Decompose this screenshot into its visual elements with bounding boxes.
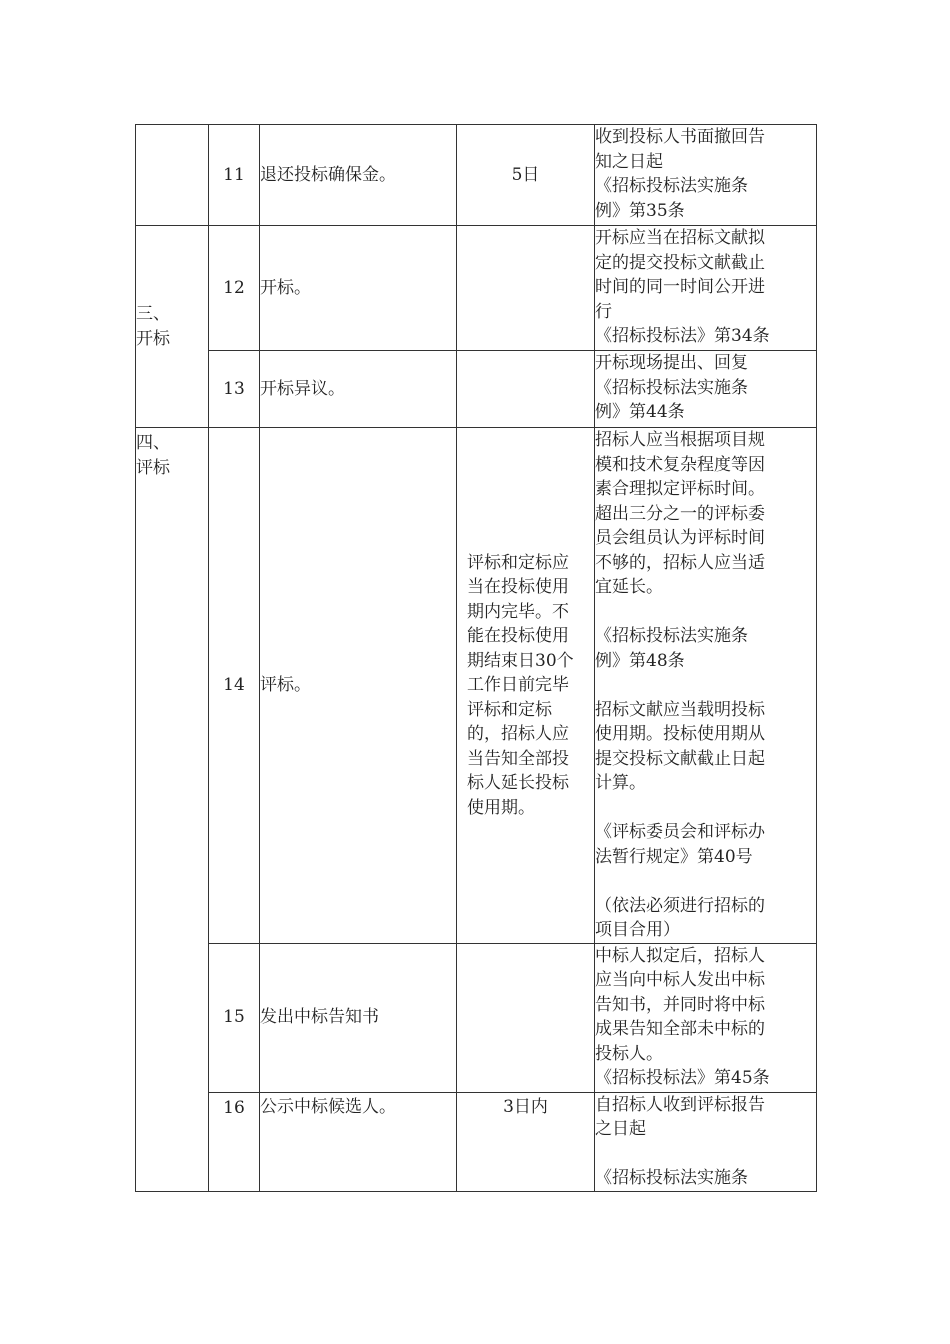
basis-line: 使用期。投标使用期从 — [595, 724, 765, 744]
basis-line: 模和技术复杂程度等因 — [595, 454, 765, 475]
basis-line: 招标人应当根据项目规 — [595, 430, 765, 450]
basis-line: 成果告知全部未中标的 — [595, 1019, 765, 1039]
basis-line: 员会组员认为评标时间 — [595, 528, 765, 548]
basis-line: 定的提交投标文献截止 — [595, 252, 765, 273]
basis-line: 之日起 — [595, 1119, 646, 1139]
time-cell — [457, 125, 595, 226]
basis-line: 不够的，招标人应当适 — [595, 552, 765, 573]
time-cell — [457, 226, 595, 351]
procedure-table — [135, 124, 817, 1192]
table-row — [136, 125, 817, 226]
basis-cell — [595, 125, 817, 226]
basis-cell — [595, 943, 817, 1092]
time-line: 工作日前完毕 — [467, 675, 569, 695]
basis-line: 收到投标人书面撤回告 — [595, 127, 765, 147]
basis-line: 《招标投标法实施条 — [595, 626, 748, 646]
basis-line: 素合理拟定评标时间。 — [595, 479, 765, 499]
basis-line — [595, 869, 816, 894]
row-number: 12 — [209, 226, 260, 351]
row-number: 11 — [209, 125, 260, 226]
basis-line: 《评标委员会和评标办 — [595, 822, 765, 842]
row-number: 14 — [209, 428, 260, 944]
basis-line: 知之日起 — [595, 151, 663, 172]
row-number: 13 — [209, 351, 260, 428]
item-cell: 开标异议。 — [260, 351, 457, 428]
basis-line: 《招标投标法实施条 — [595, 1168, 748, 1188]
section-cell-open — [136, 226, 209, 428]
basis-line: 告知书，并同时将中标 — [595, 994, 765, 1015]
time-line: 评标和定标 — [467, 699, 552, 720]
basis-line — [595, 796, 816, 821]
section-cell — [136, 125, 209, 226]
basis-cell — [595, 226, 817, 351]
table-row — [136, 428, 817, 944]
item-cell: 开标。 — [260, 226, 457, 351]
item-cell: 公示中标候选人。 — [260, 1092, 457, 1191]
table-row — [136, 943, 817, 1092]
basis-line: 例》第44条 — [595, 402, 685, 422]
basis-line: 中标人拟定后，招标人 — [595, 945, 765, 966]
time-line: 5日 — [511, 164, 540, 185]
basis-line: 投标人。 — [595, 1043, 663, 1064]
basis-line: 《招标投标法实施条 — [595, 176, 748, 196]
basis-line — [595, 673, 816, 698]
basis-line — [595, 600, 816, 625]
section-label: 三、 开标 — [136, 304, 170, 349]
basis-line: 超出三分之一的评标委 — [595, 503, 765, 524]
time-line: 能在投标使用 — [467, 626, 569, 646]
basis-line: 宜延长。 — [595, 577, 663, 597]
section-label: 四、 评标 — [136, 433, 170, 478]
basis-line: 时间的同一时间公开进 — [595, 277, 765, 297]
time-cell — [457, 943, 595, 1092]
section-cell-evaluate — [136, 428, 209, 1192]
basis-line: 开标现场提出、回复 — [595, 353, 748, 373]
basis-line — [595, 1142, 816, 1167]
time-line: 评标和定标应 — [467, 552, 569, 573]
basis-line: 《招标投标法实施条 — [595, 377, 748, 398]
basis-cell — [595, 1092, 817, 1191]
basis-line: 项目合用） — [595, 920, 680, 940]
time-line: 期内完毕。不 — [467, 601, 569, 622]
basis-line: 开标应当在招标文献拟 — [595, 228, 765, 248]
basis-line: 自招标人收到评标报告 — [595, 1094, 765, 1115]
time-line: 当在投标使用 — [467, 577, 569, 597]
item-cell: 发出中标告知书 — [260, 943, 457, 1092]
time-line: 使用期。 — [467, 797, 535, 818]
time-cell — [457, 428, 595, 944]
item-cell: 评标。 — [260, 428, 457, 944]
basis-line: 《招标投标法》第45条 — [595, 1068, 770, 1088]
row-number: 16 — [209, 1092, 260, 1191]
table-row — [136, 1092, 817, 1191]
table-row — [136, 351, 817, 428]
time-line: 当告知全部投 — [467, 748, 569, 769]
basis-line: 例》第35条 — [595, 200, 685, 221]
table-row — [136, 226, 817, 351]
basis-line: 计算。 — [595, 773, 646, 793]
time-line: 的，招标人应 — [467, 724, 569, 744]
basis-line: 《招标投标法》第34条 — [595, 326, 770, 346]
time-cell — [457, 1092, 595, 1191]
time-line: 标人延长投标 — [467, 773, 569, 793]
time-line: 期结束日30个 — [467, 650, 574, 671]
basis-line: 法暂行规定》第40号 — [595, 846, 753, 867]
row-number: 15 — [209, 943, 260, 1092]
basis-line: 应当向中标人发出中标 — [595, 970, 765, 990]
basis-cell — [595, 428, 817, 944]
time-line: 3日内 — [503, 1096, 548, 1117]
time-cell — [457, 351, 595, 428]
item-cell: 退还投标确保金。 — [260, 125, 457, 226]
basis-line: 行 — [595, 301, 612, 322]
basis-line: 提交投标文献截止日起 — [595, 748, 765, 769]
basis-line: 招标文献应当载明投标 — [595, 699, 765, 720]
basis-line: 例》第48条 — [595, 650, 685, 671]
basis-line: （依法必须进行招标的 — [595, 895, 765, 916]
basis-cell — [595, 351, 817, 428]
